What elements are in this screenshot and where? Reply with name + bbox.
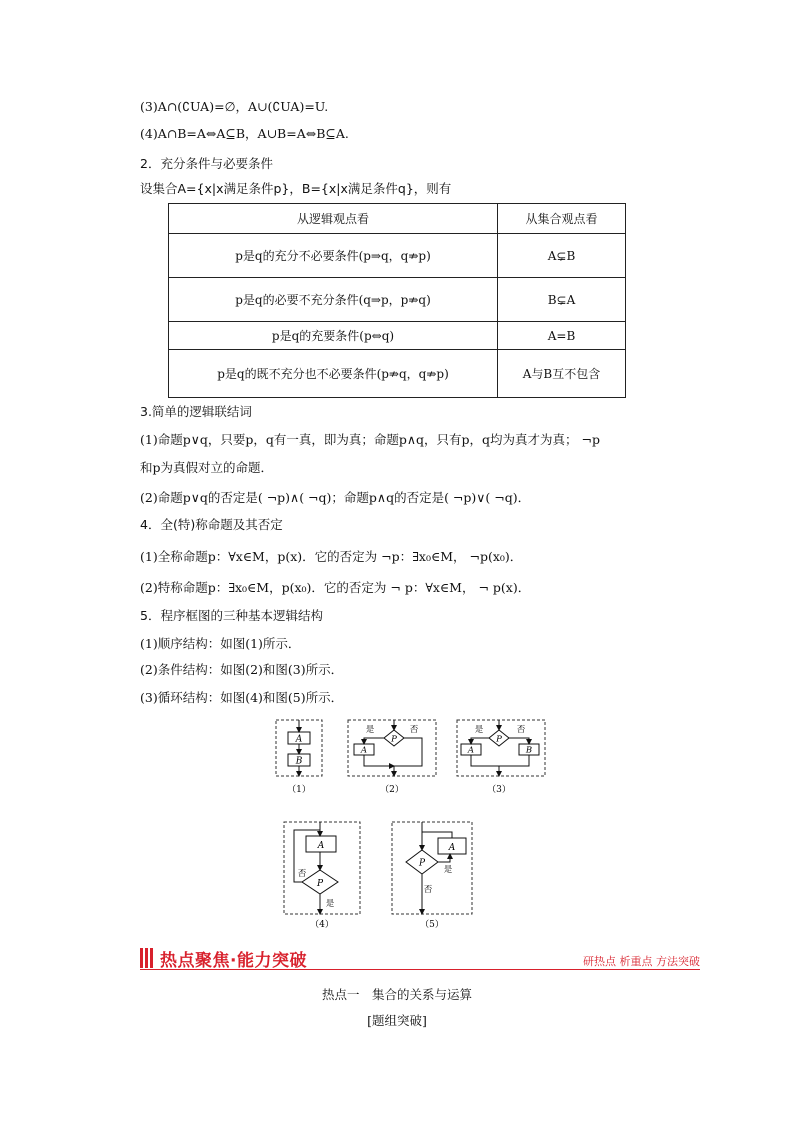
no-label: 否 xyxy=(423,885,433,895)
flowchart-4 xyxy=(282,820,362,936)
section-banner xyxy=(140,945,700,971)
condition-table xyxy=(168,203,626,398)
decision-label: P xyxy=(418,858,426,869)
flowchart-1 xyxy=(274,718,324,802)
caption-5: （5） xyxy=(420,920,444,930)
flowchart-3 xyxy=(455,718,547,802)
no-label: 否 xyxy=(516,725,526,735)
flowchart-2 xyxy=(346,718,438,802)
caption-2: （2） xyxy=(380,785,404,795)
yes-label: 是 xyxy=(443,865,453,875)
box-b-label: B xyxy=(295,756,303,767)
caption-3: （3） xyxy=(487,785,511,795)
box-b-label: B xyxy=(525,745,533,756)
table-cell-logic: p是q的充要条件(p⇔q) xyxy=(169,322,498,350)
heading-sec2: 2．充分条件与必要条件 xyxy=(140,156,273,171)
decision-label: P xyxy=(496,734,502,745)
topic-title: 热点一 集合的关系与运算 xyxy=(321,987,472,1002)
table-header-set: 从集合观点看 xyxy=(498,204,626,234)
table-cell-logic: p是q的必要不充分条件(q⇒p，p⇏q) xyxy=(169,278,498,322)
table-cell-logic: p是q的充分不必要条件(p⇒q，q⇏p) xyxy=(169,234,498,278)
yes-label: 是 xyxy=(365,725,375,735)
text-s4-2: (2)特称命题p：∃x₀∈M，p(x₀)．它的否定为 ¬ p：∀x∈M， ¬ p(x)． xyxy=(140,580,531,595)
table-cell-set: A=B xyxy=(498,322,626,350)
banner-title: 热点聚焦·能力突破 xyxy=(160,951,307,971)
banner-stripe-icon xyxy=(140,948,154,968)
decision-label: P xyxy=(316,879,324,889)
text-item4: (4)A∩B=A⇔A⊆B，A∪B=A⇔B⊆A. xyxy=(140,126,349,141)
no-label: 否 xyxy=(297,869,307,879)
box-a-label: A xyxy=(448,843,456,853)
banner-tags: 研热点 析重点 方法突破 xyxy=(583,955,700,968)
text-s4-1: (1)全称命题p：∀x∈M，p(x)．它的否定为 ¬p：∃x₀∈M， ¬p(x₀)． xyxy=(140,549,523,564)
text-s5-2: (2)条件结构：如图(2)和图(3)所示． xyxy=(140,662,344,677)
caption-4: （4） xyxy=(310,920,334,930)
text-s3-1a: (1)命题p∨q，只要p，q有一真，即为真；命题p∧q，只有p，q均为真才为真； ¬p xyxy=(140,432,600,447)
table-cell-set: B⊊A xyxy=(498,278,626,322)
flowchart-5 xyxy=(390,820,474,936)
heading-sec3: 3.简单的逻辑联结词 xyxy=(140,404,252,419)
table-cell-set: A与B互不包含 xyxy=(498,350,626,398)
box-a-label: A xyxy=(317,841,325,851)
sub-title: [题组突破] xyxy=(367,1013,427,1028)
box-a-label: A xyxy=(467,745,475,756)
text-s3-2: (2)命题p∨q的否定是( ¬p)∧( ¬q)；命题p∧q的否定是( ¬p)∨( ¬q)． xyxy=(140,490,531,505)
table-cell-logic: p是q的既不充分也不必要条件(p⇏q，q⇏p) xyxy=(169,350,498,398)
text-item3: (3)A∩(∁UA)=∅，A∪(∁UA)=U. xyxy=(140,99,329,114)
yes-label: 是 xyxy=(474,725,484,735)
heading-sec5: 5．程序框图的三种基本逻辑结构 xyxy=(140,608,323,623)
heading-sec4: 4．全(特)称命题及其否定 xyxy=(140,517,283,532)
box-a-label: A xyxy=(295,734,303,745)
table-cell-set: A⊊B xyxy=(498,234,626,278)
no-label: 否 xyxy=(409,725,419,735)
text-intro: 设集合A={x|x满足条件p}，B={x|x满足条件q}，则有 xyxy=(140,181,452,196)
decision-label: P xyxy=(391,734,397,745)
caption-1: （1） xyxy=(287,785,311,795)
text-s5-3: (3)循环结构：如图(4)和图(5)所示． xyxy=(140,690,344,705)
table-header-logic: 从逻辑观点看 xyxy=(169,204,498,234)
text-s3-1b: 和p为真假对立的命题． xyxy=(140,460,274,475)
yes-label: 是 xyxy=(325,899,335,909)
text-s5-1: (1)顺序结构：如图(1)所示． xyxy=(140,636,301,651)
box-a-label: A xyxy=(360,745,368,756)
